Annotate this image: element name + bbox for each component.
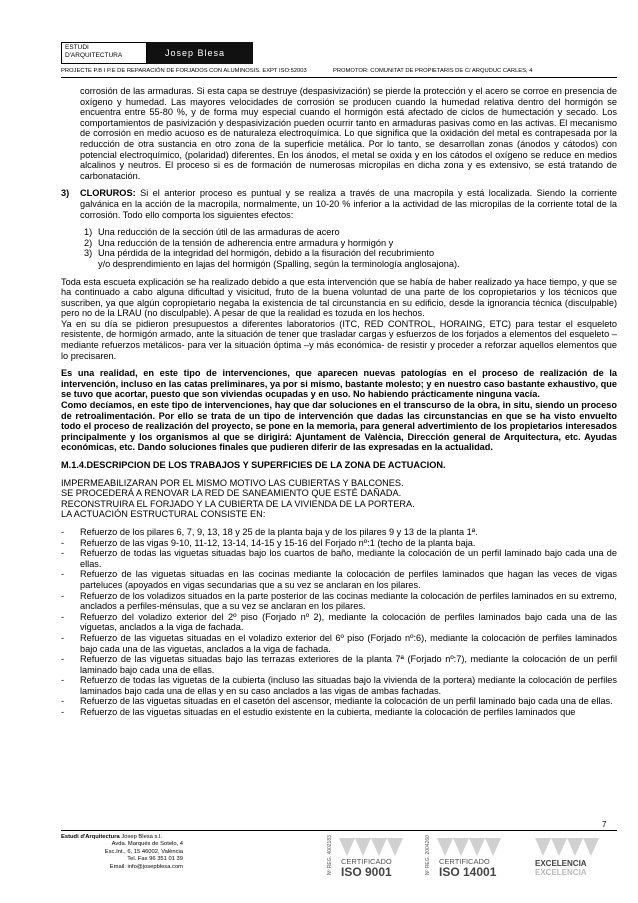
bullet-dash: - [61,654,65,665]
iso-9001-label: CERTIFICADO [341,857,392,866]
list-text [80,188,617,220]
list-title: CLORUROS: [80,188,136,199]
effect-number: 2) [84,237,93,248]
document-body [61,86,617,718]
works-list [61,527,617,718]
address-line: Esc.Int., 6, 15 46002, València [104,848,183,855]
bullet-dash: - [61,590,65,601]
phone-line: Tel. Fax 96 351 01 39 [127,856,183,863]
works-item [61,633,617,654]
works-item [61,569,617,590]
iso-14001-label: CERTIFICADO [439,857,490,866]
list-number: 3) [61,188,70,199]
excelencia-logo [531,834,617,878]
works-text: Refuerzo de las vigas 9-10, 11-12, 13-14, 14-15 y 15-16 del Forjado nº:1 (techo de la planta baja. [80,537,476,548]
effect-number: 1) [84,227,93,238]
effect-item [80,248,617,259]
works-text: Refuerzo de los voladizos situados en la parte posterior de las cocinas mediante la colocación de perfiles laminados en su extremo, anclados a perfiles-ménsulas, que a su vez se anclaran en los pilares. [80,590,617,612]
bullet-dash: - [61,675,65,686]
bullet-dash: - [61,632,65,643]
page-number: 7 [602,820,607,829]
effect-text: y/o desprendimiento en lajas del hormigón (Spalling, según la terminología anglosajona). [98,258,460,269]
footer-address [61,834,183,871]
section-title: M.1.4.DESCRIPCION DE LOS TRABAJOS Y SUPERFICIES DE LA ZONA DE ACTUACION. [61,460,446,470]
works-item [61,548,617,569]
bullet-dash: - [61,696,65,707]
firm-name-rest: Josep Blesa s.l. [119,834,162,840]
caps-line: RECONSTRUIRA EL FORJADO Y LA CUBIERTA DE LA VIVIENDA DE LA PORTERA. [61,498,415,509]
bullet-dash: - [61,707,65,718]
bullet-dash: - [61,537,65,548]
address-line: Avda. Marqués de Sotelo, 4 [111,841,183,848]
paragraph-bold-reality: Es una realidad, en este tipo de intervenciones, que aparecen nuevas patologías en el proceso de realización de la intervención, incluso en las catas preliminares, ya por si mismo, bastante molesto; y en nuestro caso bastante exhaustivo, que se tuvo que acortar, puesto que son viviendas ocupadas y en uso. No habiendo prácticamente ninguna vacía. [61,368,617,400]
works-text: Refuerzo de las viguetas situadas en el casetón del ascensor, mediante la colocación de un perfil laminado bajo cada una de ellas. [80,696,613,707]
studio-label-line2: D'ARQUITECTURA [65,52,123,59]
bullet-dash: - [61,548,65,559]
bullet-dash: - [61,526,65,537]
studio-label-box [61,42,147,64]
iso-9001-code: Nº REG. 4002183 [327,835,333,875]
certification-logos [325,834,617,878]
firm-name-bold: Estudi d'Arquitectura [61,834,120,840]
firm-name [61,834,183,841]
paragraph-explanation: Toda esta escueta explicación se ha realizado debido a que esta intervención que se había de haber realizado ya hace tiempo, y que se ha continuado a cabo alguna dificultad y visicitud, fruto de la buena voluntad de una parte de los copropietarios y los técnicos que suscriben, ya que algún copropietario negaba la existencia de tal circunstancia en su edificio, desde la ignorancia técnica (disculpable) pero no de la LRAU (no disculpable). A pesar de que la realidad es tozuda en los hechos. [61,276,617,319]
works-text: Refuerzo de todas las viguetas situadas bajo los cuartos de baño, mediante la colocación de un perfil laminado bajo cada una de ellas. [80,548,617,569]
works-text: Refuerzo de las viguetas situadas bajo las terrazas exteriores de la planta 7ª (Forjado nº:7), mediante la colocación de un perfil laminado bajo cada una de ellas. [80,654,617,675]
works-item [61,675,617,696]
effect-text: Una reducción de la sección útil de las armaduras de acero [98,227,340,238]
paragraph-corrosion: corrosión de las armaduras. Si esta capa se destruye (despasivización) se pierde la protección y el acero se corroe en presencia de oxígeno y humedad. Las mayores velocidades de corrosión se producen cuando la humedad relativa dentro del hormigón se encuentra entre 55-80 %, y de forma muy especial cuando el hormigón está afectado de ciclos de humectación y secado. Los comportamientos de pasivización y despasivización pueden ocurrir tanto en armaduras pasivas como en las activas. El mecanismo de corrosión en medio acuoso es de naturaleza electroquímica. Lo que significa que la oxidación del metal es contrapesada por la reducción de otra sustancia en otro zona de la superficie metálica. Por lo tanto, se desarrollan zonas (ánodos y cátodos) con potencial electroquímico, (polaridad) diferentes. En los ánodos, el metal se oxida y en los cátodos el oxígeno se reduce en medios alcalinos y neutros. El proceso si es de formación de numerosas micropilas en dicha zona y es extensivo, se está tratando de carbonatación. [80,86,617,181]
works-item [61,612,617,633]
caps-line: SE PROCEDERÁ A RENOVAR LA RED DE SANEAMIENTO QUE ESTÉ DAÑADA. [61,488,402,499]
promoter-reference: PROMOTOR: COMUNITAT DE PROPIETARIS DE C/ ARQUDUC CARLES, 4 [333,68,533,74]
effect-text: Una pérdida de la integridad del hormigón, debido a la fisuración del recubrimiento [98,248,435,259]
iso-14001-title: ISO 14001 [439,865,497,878]
header-divider [61,77,617,78]
project-reference: PROJECTE P.B I P.E DE REPARACIÓN DE FORJADOS CON ALUMINOSIS. EXPT ISO:52003 [61,68,307,74]
list-item-chlorides [61,188,617,220]
footer-divider [61,830,617,831]
works-item [61,591,617,612]
iso-9001-logo [325,834,421,878]
works-item [61,527,617,538]
caps-line: LA ACTUACIÓN ESTRUCTURAL CONSISTE EN: [61,509,266,520]
caps-line: IMPERMEABILIZARAN POR EL MISMO MOTIVO LAS CUBIERTAS Y BALCONES. [61,477,404,488]
bullet-dash: - [61,569,65,580]
works-text: Refuerzo de los pilares 6, 7, 9, 13, 18 y 25 de la planta baja y de los pilares 9 y 13 de la planta 1ª. [80,526,478,537]
effect-item [80,227,617,238]
effect-item-continuation [80,259,617,270]
bullet-dash: - [61,611,65,622]
works-item [61,696,617,707]
iso-14001-logo [423,834,527,878]
iso-9001-title: ISO 9001 [341,865,392,878]
studio-label-line1: ESTUDI [65,44,89,51]
works-text: Refuerzo de las viguetas situadas en el voladizo exterior del 6º piso (Forjado nº:6), mediante la colocación de perfiles laminados bajo cada una de las viguetas, anclados a la viga de fachada. [80,632,617,654]
paragraph-laboratories: Ya en su día se pidieron presupuestos a diferentes laboratorios (ITC, RED CONTROL, HORAING, ETC) para testar el esqueleto resistente, de hormigón armado, ante la situación de tener que trasladar cargas y esfuerzos de los forjados a elementos del esqueleto –mediante refuerzos metálicos- para ver la situación óptima –y más económica- de resistir y proceder a reforzar aquellos elementos que lo precisaren. [61,318,617,361]
effects-list [61,227,617,269]
excelencia-reflection: EXCELENCIA [535,868,587,877]
effect-item [80,238,617,249]
author-name-box: Josep Blesa [147,42,253,64]
works-item [61,654,617,675]
paragraph-bold-solutions: Como decíamos, en este tipo de intervenciones, hay que dar soluciones en el transcurso de la obra, in situ, siendo un proceso de retroalimentación. Por ello se trata de un tipo de intervención que dadas las circunstancias en que se ha visto envuelto todo el proceso de realización del proyecto, se pone en la memoria, para general advertimiento de los propietarios interesados principalmente y los organismos al que se dirigirá: Ajuntament de València, Dirección general de Arquitectura, etc. Ayudas económicas, etc. Dando soluciones finales que pudieren diferir de las expresadas en la actualidad. [61,400,617,453]
works-text: Refuerzo de las viguetas situadas en el estudio existente en la cubierta, mediante la colocación de perfiles laminados que [80,707,576,718]
works-text: Refuerzo de las viguetas situadas en las cocinas mediante la colocación de perfiles laminados que hagan las veces de vigas parteluces (apoyados en vigas secundarias que a su vez se anclaran en los pilares. [80,569,617,590]
works-text: Refuerzo del voladizo exterior del 2º piso (Forjado nº 2), mediante la colocación de perfiles laminados bajo cada una de las viguetas, anclados a la viga de fachada. [80,611,617,633]
works-item [61,538,617,549]
works-item [61,707,617,718]
excelencia-title: EXCELENCIA [535,859,587,868]
effect-number: 3) [84,248,93,259]
effect-text: Una reducción de la tensión de adherencia entre armadura y hormigón y [98,237,394,248]
list-body: Si el anterior proceso es puntual y se realiza a través de una macropila y está localizada. Siendo la corriente galvánica en la acción de la macropila, normalmente, un 10-20 % inferior a la actividad de las micropilas de la corriente total de la corrosión. Todo ello comporta los siguientes efectos: [80,188,617,220]
email-line: Email: info@josepblesa.com [109,863,183,870]
iso-14001-code: Nº REG. 2004260 [425,835,431,875]
works-text: Refuerzo de todas las viguetas de la cubierta (incluso las situadas bajo la vivienda de la portera) mediante la colocación de perfiles laminados bajo cada una de ellas y en su caso anclados a las vigas de ambas fachadas. [80,675,617,696]
